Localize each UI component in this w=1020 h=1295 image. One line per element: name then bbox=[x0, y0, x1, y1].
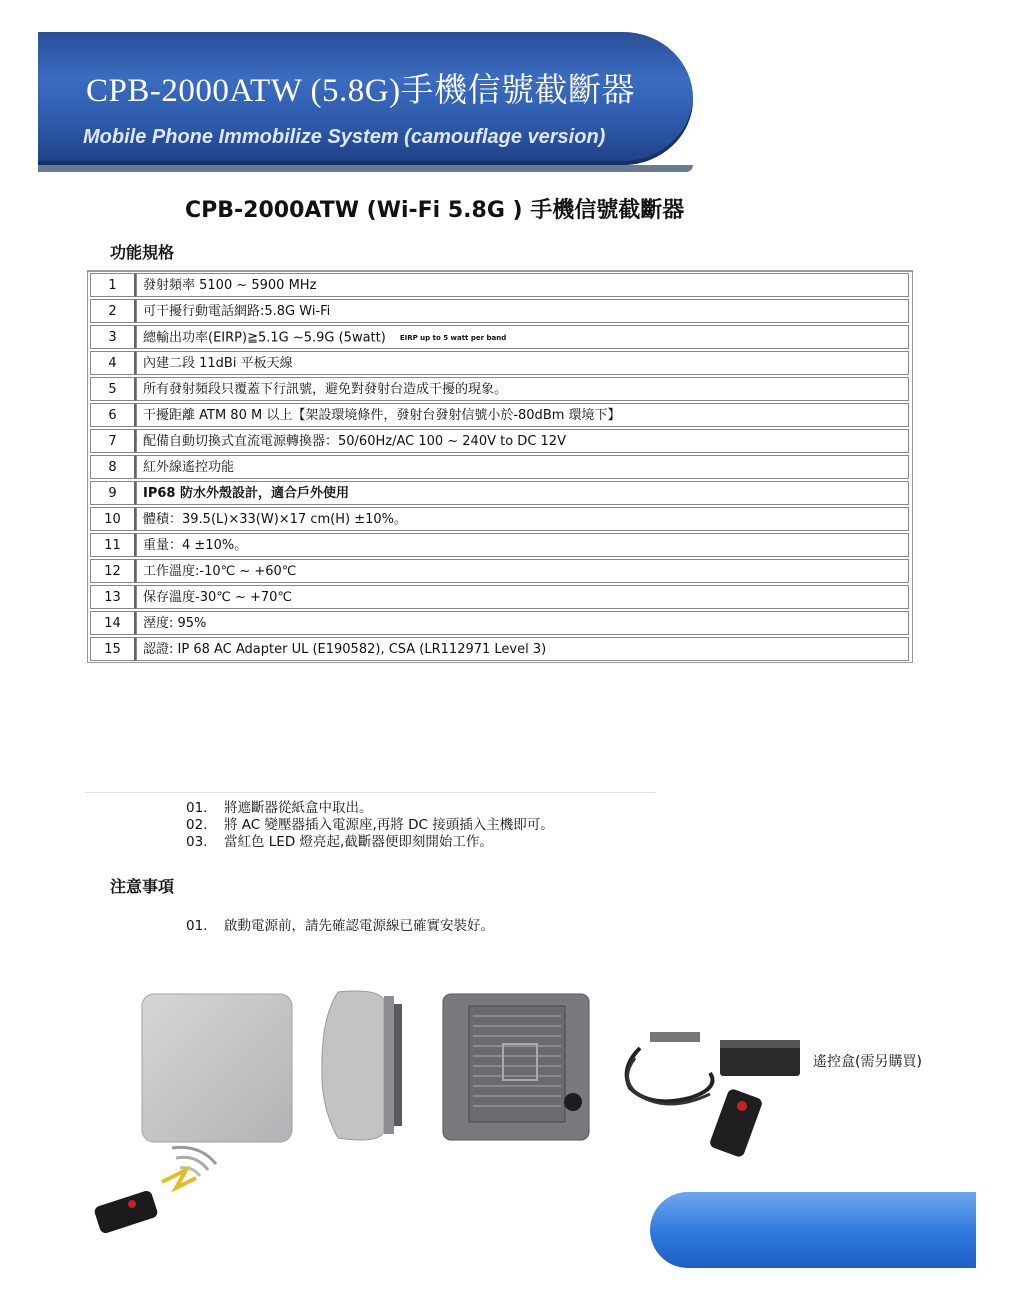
spec-row bbox=[88, 506, 912, 532]
spec-number: 2 bbox=[90, 299, 136, 323]
spec-number: 11 bbox=[90, 533, 136, 557]
spec-row bbox=[88, 324, 912, 350]
spec-row bbox=[88, 272, 912, 298]
spec-text-main: 工作溫度:-10℃ ~ +60℃ bbox=[143, 564, 297, 579]
spec-text bbox=[136, 273, 909, 297]
spec-text-main: 重量：4 ±10%。 bbox=[143, 538, 248, 553]
jammer-front-image bbox=[140, 992, 296, 1144]
jammer-side-image bbox=[318, 986, 408, 1146]
step-item bbox=[186, 800, 554, 817]
spec-text-main: 紅外線遙控功能 bbox=[143, 460, 235, 475]
spec-row bbox=[88, 584, 912, 610]
spec-number: 13 bbox=[90, 585, 136, 609]
remote-with-signal-image bbox=[92, 1142, 232, 1242]
spec-text bbox=[136, 377, 909, 401]
jammer-back-image bbox=[441, 992, 591, 1142]
spec-text bbox=[136, 533, 909, 557]
spec-text bbox=[136, 559, 909, 583]
spec-text bbox=[136, 481, 909, 505]
spec-row bbox=[88, 428, 912, 454]
spec-text-main: 保存溫度-30℃ ~ +70℃ bbox=[143, 590, 293, 605]
spec-row bbox=[88, 610, 912, 636]
step-item bbox=[186, 817, 554, 834]
spec-text bbox=[136, 611, 909, 635]
spec-heading: 功能規格 bbox=[110, 243, 175, 262]
spec-text bbox=[136, 351, 909, 375]
spec-number: 5 bbox=[90, 377, 136, 401]
spec-text bbox=[136, 507, 909, 531]
step-item-number: 03. bbox=[186, 834, 208, 850]
spec-number: 7 bbox=[90, 429, 136, 453]
spec-text-main: 干擾距離 ATM 80 M 以上【架設環境條件，發射台發射信號小於-80dBm 環境下】 bbox=[143, 408, 621, 423]
step-item-text: 將 AC 變壓器插入電源座,再將 DC 接頭插入主機即可。 bbox=[224, 817, 554, 833]
spec-text-main: 溼度: 95% bbox=[143, 616, 207, 631]
step-item-number: 02. bbox=[186, 817, 208, 833]
banner-subtitle: Mobile Phone Immobilize System (camouflage version) bbox=[83, 126, 606, 148]
spec-number: 14 bbox=[90, 611, 136, 635]
spec-number: 3 bbox=[90, 325, 136, 349]
spec-number: 8 bbox=[90, 455, 136, 479]
step-item-text: 當紅色 LED 燈亮起,截斷器便即刻開始工作。 bbox=[224, 834, 493, 850]
spec-row bbox=[88, 298, 912, 324]
step-item-text: 將遮斷器從紙盒中取出。 bbox=[224, 800, 373, 816]
spec-number: 9 bbox=[90, 481, 136, 505]
spec-text bbox=[136, 403, 909, 427]
spec-row bbox=[88, 558, 912, 584]
spec-row bbox=[88, 480, 912, 506]
spec-text-main: 體積：39.5(L)×33(W)×17 cm(H) ±10%。 bbox=[143, 512, 407, 527]
spec-row bbox=[88, 532, 912, 558]
spec-number: 15 bbox=[90, 637, 136, 661]
spec-row bbox=[88, 454, 912, 480]
banner-title: CPB-2000ATW (5.8G)手機信號截斷器 bbox=[86, 73, 636, 109]
spec-row bbox=[88, 402, 912, 428]
spec-number: 6 bbox=[90, 403, 136, 427]
note-item-text: 啟動電源前，請先確認電源線已確實安裝好。 bbox=[224, 918, 494, 934]
decorative-blue-bar bbox=[650, 1192, 976, 1268]
spec-row bbox=[88, 636, 912, 662]
remote-box-label: 遙控盒(需另購買) bbox=[813, 1054, 922, 1070]
spec-row bbox=[88, 350, 912, 376]
spec-number: 1 bbox=[90, 273, 136, 297]
spec-text bbox=[136, 325, 909, 349]
spec-text-main: 配備自動切換式直流電源轉換器：50/60Hz/AC 100 ~ 240V to DC 12V bbox=[143, 434, 566, 449]
steps-list bbox=[186, 800, 554, 851]
spec-text bbox=[136, 455, 909, 479]
spec-text-main: 所有發射頻段只覆蓋下行訊號，避免對發射台造成干擾的現象。 bbox=[143, 382, 508, 397]
spec-table bbox=[87, 270, 913, 663]
spec-number: 12 bbox=[90, 559, 136, 583]
note-item bbox=[186, 914, 494, 934]
spec-text-main: 可干擾行動電話網路:5.8G Wi-Fi bbox=[143, 304, 331, 319]
spec-text-main: 發射頻率 5100 ~ 5900 MHz bbox=[143, 278, 317, 293]
step-item-number: 01. bbox=[186, 800, 208, 816]
step-item bbox=[186, 834, 554, 851]
spec-text-main: 總輸出功率(EIRP)≧5.1G ~5.9G (5watt) bbox=[143, 330, 386, 346]
note-item-number: 01. bbox=[186, 918, 208, 934]
document-title: CPB-2000ATW (Wi-Fi 5.8G ) 手機信號截斷器 bbox=[185, 198, 685, 223]
spec-text-main: 內建二段 11dBi 平板天線 bbox=[143, 356, 293, 371]
spec-text bbox=[136, 585, 909, 609]
notes-heading: 注意事項 bbox=[110, 877, 175, 896]
spec-text-note: EIRP up to 5 watt per band bbox=[399, 334, 507, 342]
notes-list bbox=[186, 914, 494, 934]
spec-text bbox=[136, 299, 909, 323]
spec-text-main: 認證: IP 68 AC Adapter UL (E190582), CSA (LR112971 Level 3) bbox=[143, 642, 547, 657]
spec-number: 4 bbox=[90, 351, 136, 375]
header-banner bbox=[38, 32, 693, 165]
remote-control-box-image bbox=[620, 1018, 810, 1158]
divider bbox=[85, 792, 655, 793]
spec-row bbox=[88, 376, 912, 402]
spec-text bbox=[136, 637, 909, 661]
spec-number: 10 bbox=[90, 507, 136, 531]
spec-text bbox=[136, 429, 909, 453]
spec-text-main: IP68 防水外殼設計，適合戶外使用 bbox=[143, 486, 349, 501]
